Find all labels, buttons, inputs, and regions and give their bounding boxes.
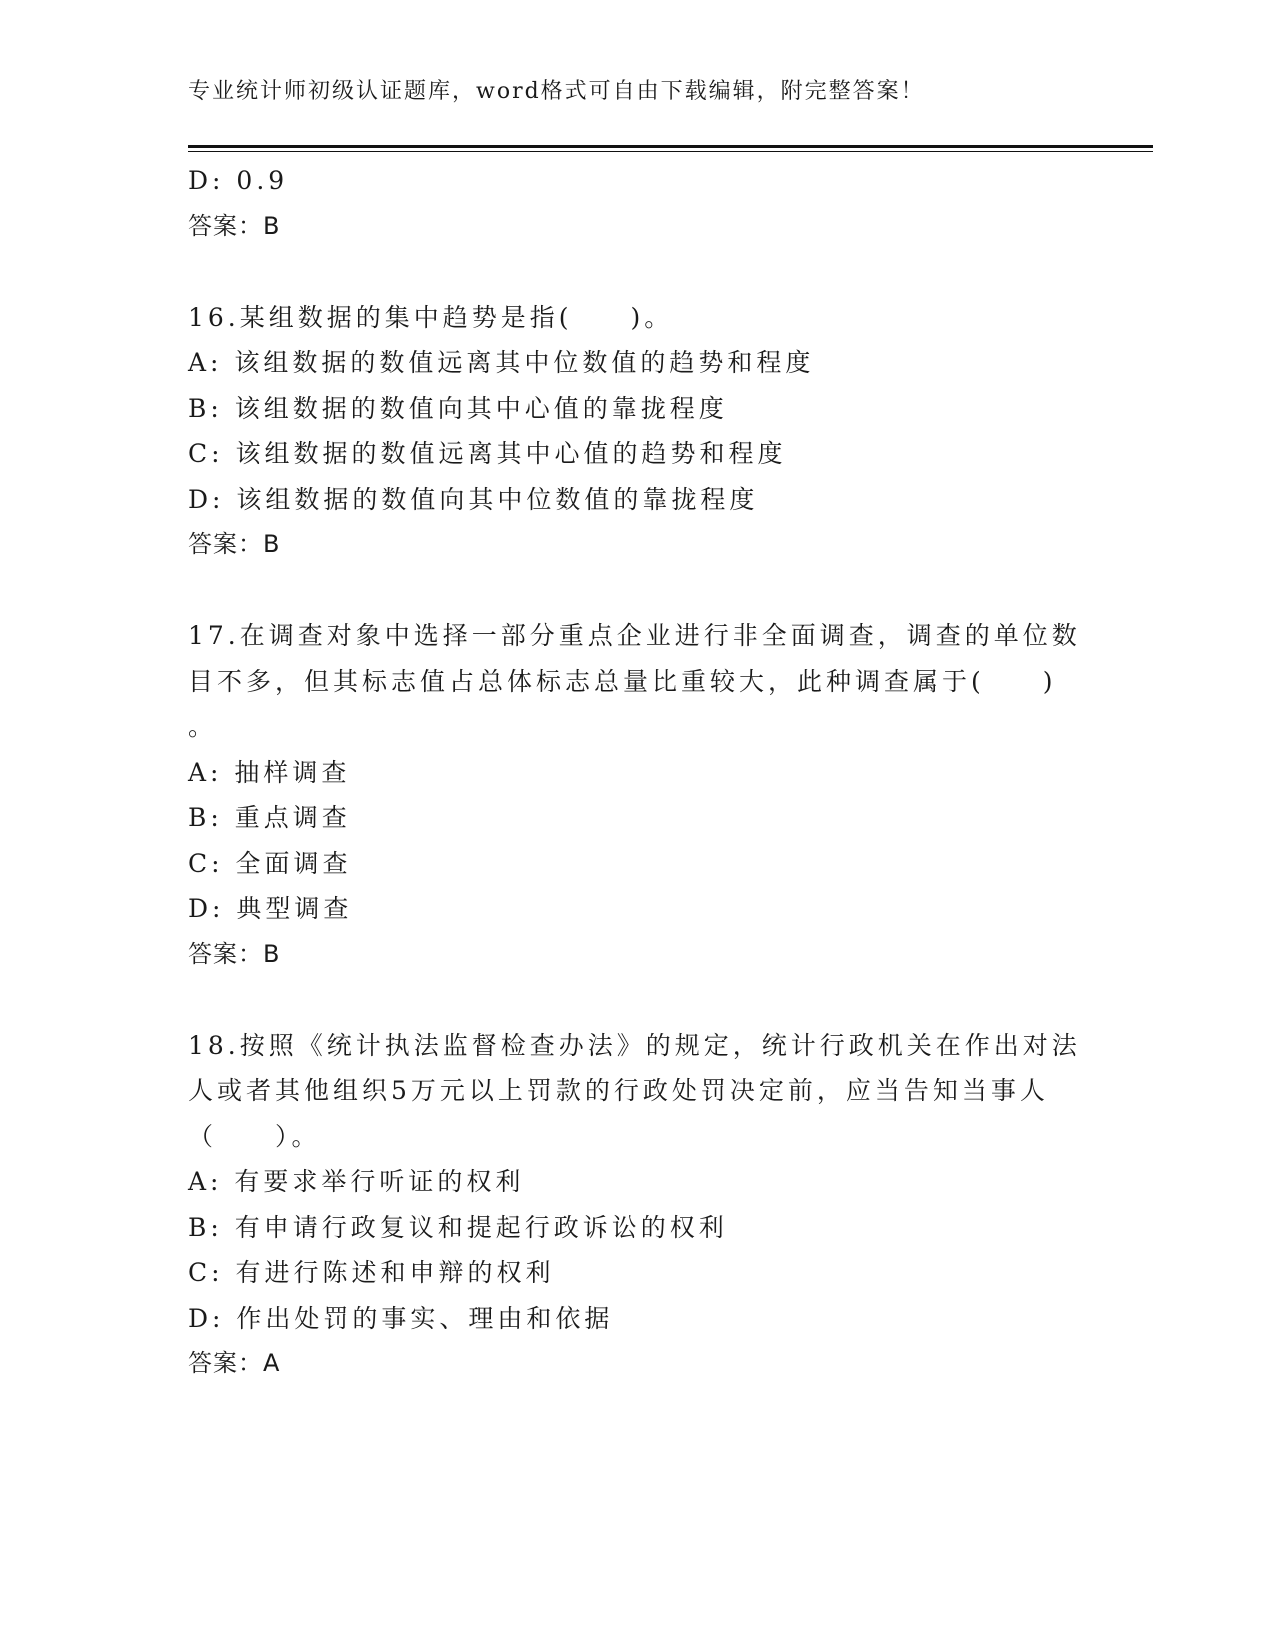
option-c: C: 有进行陈述和申辩的权利: [188, 1258, 555, 1287]
option-c: C: 该组数据的数值远离其中心值的趋势和程度: [188, 439, 787, 468]
question-stem: 目不多，但其标志值占总体标志总量比重较大，此种调查属于( ): [188, 666, 1057, 696]
spacer: [188, 977, 1088, 1023]
document-body: [188, 158, 1088, 1387]
page-header: 专业统计师初级认证题库，word格式可自由下载编辑，附完整答案！: [188, 79, 925, 104]
spacer: [188, 568, 1088, 614]
answer: 答案：B: [188, 530, 281, 558]
option-d: D: 作出处罚的事实、理由和依据: [188, 1303, 614, 1333]
question-stem: 16.某组数据的集中趋势是指( )。: [188, 302, 674, 332]
option-d: D: 典型调查: [188, 894, 353, 923]
question-stem: 。: [188, 712, 218, 741]
answer: 答案：B: [188, 939, 281, 968]
question-stem: 18.按照《统计执法监督检查办法》的规定，统计行政机关在作出对法: [188, 1030, 1081, 1060]
option-a: A: 抽样调查: [188, 757, 351, 787]
option-a: A: 该组数据的数值远离其中位数值的趋势和程度: [188, 348, 815, 377]
prev-option-d: D: 0.9: [188, 166, 289, 195]
question-16: [188, 295, 1088, 568]
question-stem: （ ）。: [188, 1121, 321, 1151]
question-stem: 17.在调查对象中选择一部分重点企业进行非全面调查，调查的单位数: [188, 621, 1081, 650]
option-b: B: 重点调查: [188, 803, 351, 832]
option-b: B: 有申请行政复议和提起行政诉讼的权利: [188, 1212, 728, 1242]
spacer: [188, 249, 1088, 295]
question-17: [188, 613, 1088, 977]
answer: 答案：A: [188, 1349, 281, 1377]
option-d: D: 该组数据的数值向其中位数值的靠拢程度: [188, 484, 759, 514]
question-stem: 人或者其他组织5万元以上罚款的行政处罚决定前，应当告知当事人: [188, 1076, 1049, 1105]
option-b: B: 该组数据的数值向其中心值的靠拢程度: [188, 393, 728, 423]
header-rule-thin: [188, 151, 1153, 152]
option-c: C: 全面调查: [188, 848, 352, 878]
header-rule-thick: [188, 145, 1153, 148]
option-a: A: 有要求举行听证的权利: [188, 1167, 525, 1196]
question-18: [188, 1023, 1088, 1387]
prev-answer: 答案：B: [188, 211, 281, 240]
